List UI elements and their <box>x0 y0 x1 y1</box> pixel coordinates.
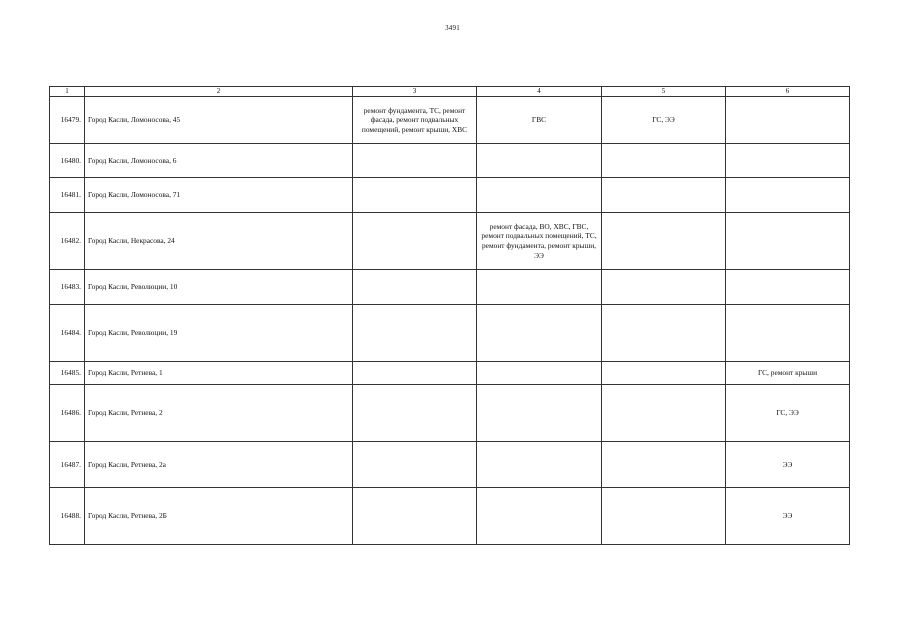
row-col5: ГС, ЭЭ <box>602 97 726 144</box>
table-row <box>50 97 850 144</box>
row-address: Город Касли, Ломоносова, 45 <box>85 97 353 144</box>
row-col4 <box>477 270 602 305</box>
row-address: Город Касли, Ретнева, 2а <box>85 442 353 488</box>
row-col4 <box>477 488 602 545</box>
row-address: Город Касли, Ретнева, 1 <box>85 362 353 385</box>
table-row <box>50 442 850 488</box>
column-header-4: 4 <box>477 87 602 97</box>
row-number: 16482. <box>50 213 85 270</box>
row-col4 <box>477 442 602 488</box>
repair-schedule-table <box>49 86 850 545</box>
column-header-3: 3 <box>353 87 477 97</box>
row-col3 <box>353 488 477 545</box>
row-number: 16483. <box>50 270 85 305</box>
row-address: Город Касли, Некрасова, 24 <box>85 213 353 270</box>
table-row <box>50 178 850 213</box>
row-col3 <box>353 213 477 270</box>
row-col5 <box>602 270 726 305</box>
row-number: 16485. <box>50 362 85 385</box>
row-col6 <box>726 270 850 305</box>
row-col3 <box>353 270 477 305</box>
row-address: Город Касли, Революции, 10 <box>85 270 353 305</box>
table-row <box>50 362 850 385</box>
row-col3 <box>353 178 477 213</box>
row-col6 <box>726 178 850 213</box>
row-col4 <box>477 385 602 442</box>
row-col5 <box>602 362 726 385</box>
row-col4 <box>477 305 602 362</box>
row-col5 <box>602 488 726 545</box>
row-number: 16480. <box>50 144 85 178</box>
row-col3 <box>353 305 477 362</box>
row-col5 <box>602 178 726 213</box>
row-col3 <box>353 442 477 488</box>
row-address: Город Касли, Ломоносова, 71 <box>85 178 353 213</box>
column-header-2: 2 <box>85 87 353 97</box>
table-row <box>50 385 850 442</box>
row-col5 <box>602 213 726 270</box>
row-col4: ремонт фасада, ВО, ХВС, ГВС, ремонт подвальных помещений, ТС, ремонт фундамента, ремонт крыши, ЭЭ <box>477 213 602 270</box>
row-number: 16484. <box>50 305 85 362</box>
row-col4 <box>477 178 602 213</box>
row-col3 <box>353 362 477 385</box>
header-row <box>50 87 850 97</box>
row-col6 <box>726 144 850 178</box>
row-col3: ремонт фундамента, ТС, ремонт фасада, ремонт подвальных помещений, ремонт крыши, ХВС <box>353 97 477 144</box>
row-number: 16481. <box>50 178 85 213</box>
row-number: 16488. <box>50 488 85 545</box>
row-address: Город Касли, Ретнева, 2Б <box>85 488 353 545</box>
row-col6: ЭЭ <box>726 442 850 488</box>
row-number: 16486. <box>50 385 85 442</box>
table-row <box>50 270 850 305</box>
row-col3 <box>353 385 477 442</box>
row-col6 <box>726 305 850 362</box>
row-col4: ГВС <box>477 97 602 144</box>
column-header-5: 5 <box>602 87 726 97</box>
row-col5 <box>602 144 726 178</box>
page-number: 3491 <box>445 24 460 32</box>
row-col5 <box>602 442 726 488</box>
table-row <box>50 213 850 270</box>
row-address: Город Касли, Ретнева, 2 <box>85 385 353 442</box>
row-col6 <box>726 97 850 144</box>
column-header-1: 1 <box>50 87 85 97</box>
row-number: 16479. <box>50 97 85 144</box>
row-number: 16487. <box>50 442 85 488</box>
row-col5 <box>602 385 726 442</box>
table-row <box>50 144 850 178</box>
row-col4 <box>477 362 602 385</box>
row-col6 <box>726 213 850 270</box>
row-col6: ГС, ЭЭ <box>726 385 850 442</box>
row-col3 <box>353 144 477 178</box>
row-address: Город Касли, Революции, 19 <box>85 305 353 362</box>
row-col5 <box>602 305 726 362</box>
row-col4 <box>477 144 602 178</box>
row-address: Город Касли, Ломоносова, 6 <box>85 144 353 178</box>
column-header-6: 6 <box>726 87 850 97</box>
table-row <box>50 488 850 545</box>
row-col6: ЭЭ <box>726 488 850 545</box>
table-row <box>50 305 850 362</box>
row-col6: ГС, ремонт крыши <box>726 362 850 385</box>
